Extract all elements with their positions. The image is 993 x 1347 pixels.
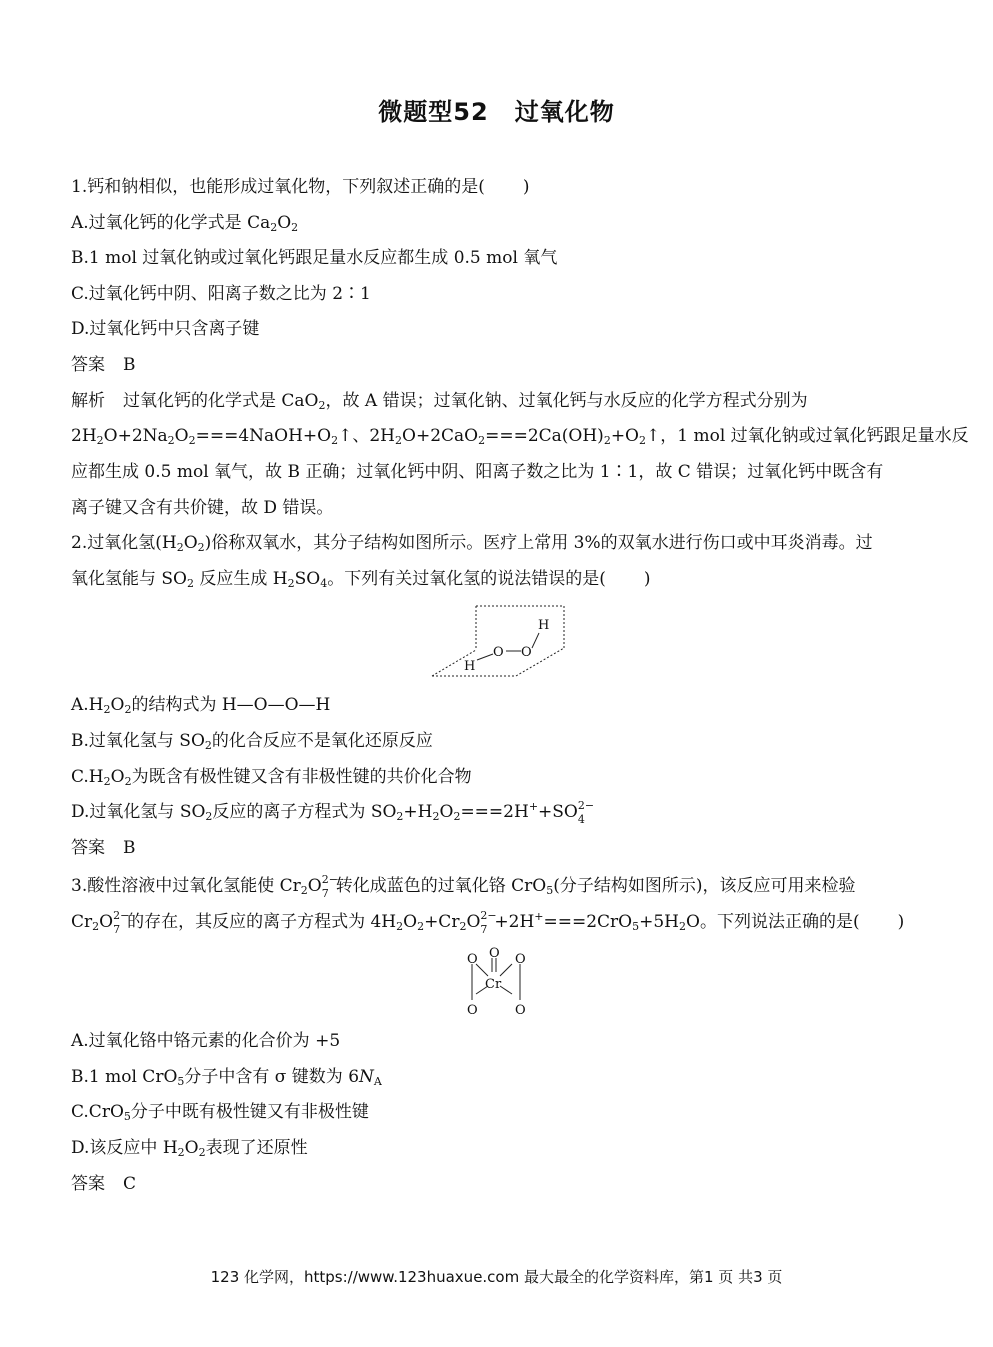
q2-stem-line2: 氧化氢能与 $SO_2$ 反应生成 $H_2SO_4$。下列有关过氧化氢的说法错误的是( ) [71, 569, 651, 590]
q1-explanation-line2: $2H_2O+2Na_2O_2===4NaOH+O_2↑$、$2H_2O+2CaO_2===2Ca(OH)_2+O_2↑$，1 mol 过氧化钠或过氧化钙跟足量水反 [71, 426, 969, 447]
q1-option-d: D.过氧化钙中只含离子键 [71, 319, 260, 339]
q1-explanation-line3: 应都生成 0.5 mol 氧气，故 B 正确；过氧化钙中阴、阳离子数之比为 1∶1，故 C 错误；过氧化钙中既含有 [71, 462, 884, 482]
cro5-oxygen-bottom-left: O [467, 1003, 478, 1018]
q1-explanation-line1: 解析 过氧化钙的化学式是 CaO$_2$，故 A 错误；过氧化钠、过氧化钙与水反应的化学方程式分别为 [71, 391, 808, 412]
q3-stem-line2: $Cr_2O$ 2− 7 的存在，其反应的离子方程式为 $4H_2O_2+Cr_2O$ 2− 7 $+2H^+===2CrO_5+5H_2O$。下列说法正确的是( ) [71, 909, 905, 936]
q3-option-c: C.CrO$_5$分子中既有极性键又有非极性键 [71, 1102, 369, 1123]
cro5-chromium: Cr [485, 977, 502, 992]
h2o2-oxygen-2: O [521, 645, 532, 660]
q2-stem-line1: 2.过氧化氢$(H_2O_2)$俗称双氧水，其分子结构如图所示。医疗上常用 3%的双氧水进行伤口或中耳炎消毒。过 [71, 533, 873, 554]
q1-option-a: A.过氧化钙的化学式是 $Ca_2O_2$ [71, 213, 299, 234]
q1-option-b: B.1 mol 过氧化钠或过氧化钙跟足量水反应都生成 0.5 mol 氧气 [71, 248, 558, 268]
q2-option-d: D.过氧化氢与 $SO_2$反应的离子方程式为 $SO_2+H_2O_2===2H^++SO$ 2− 4 [71, 799, 595, 826]
h2o2-hydrogen-1: H [464, 659, 476, 674]
q3-option-d: D.该反应中 $H_2O_2$表现了还原性 [71, 1138, 308, 1159]
h2o2-hydrogen-2: H [538, 618, 550, 633]
cro5-oxygen-bottom-right: O [515, 1003, 526, 1018]
q2-option-c: $C.H_2O_2$为既含有极性键又含有非极性键的共价化合物 [71, 767, 472, 788]
q1-option-c: C.过氧化钙中阴、阳离子数之比为 2∶1 [71, 284, 371, 304]
q2-answer: 答案 B [71, 838, 136, 858]
q1-stem: 1.钙和钠相似，也能形成过氧化物，下列叙述正确的是( ) [71, 177, 530, 197]
page-footer: 123 化学网，https://www.123huaxue.com 最大最全的化学资料库，第1 页 共3 页 [210, 1268, 783, 1286]
page-title: 微题型52 过氧化物 [378, 98, 615, 126]
q3-option-a: A.过氧化铬中铬元素的化合价为 +5 [71, 1031, 341, 1051]
q3-stem-line1: 3.酸性溶液中过氧化氢能使 $Cr_2O$ 2− 7 转化成蓝色的过氧化铬 CrO$_5$(分子结构如图所示)，该反应可用来检验 [71, 873, 856, 900]
cro5-structure-figure [462, 946, 532, 1020]
q1-explanation-line4: 离子键又含有共价键，故 D 错误。 [71, 498, 334, 518]
q3-option-b: B.1 mol CrO$_5$分子中含有 σ 键数为 $6N_A$ [71, 1067, 382, 1088]
h2o2-oxygen-1: O [493, 645, 504, 660]
q3-answer: 答案 C [71, 1174, 137, 1194]
h2o2-structure-figure [428, 604, 570, 680]
cro5-oxygen-top-right: O [515, 952, 526, 967]
cro5-oxygen-top-left: O [467, 952, 478, 967]
cro5-oxygen-top: O [489, 946, 500, 961]
q1-answer: 答案 B [71, 355, 136, 375]
q2-option-a: $A.H_2O_2$的结构式为 H—O—O—H [71, 695, 331, 716]
q2-option-b: B.过氧化氢与 $SO_2$的化合反应不是氧化还原反应 [71, 731, 433, 752]
